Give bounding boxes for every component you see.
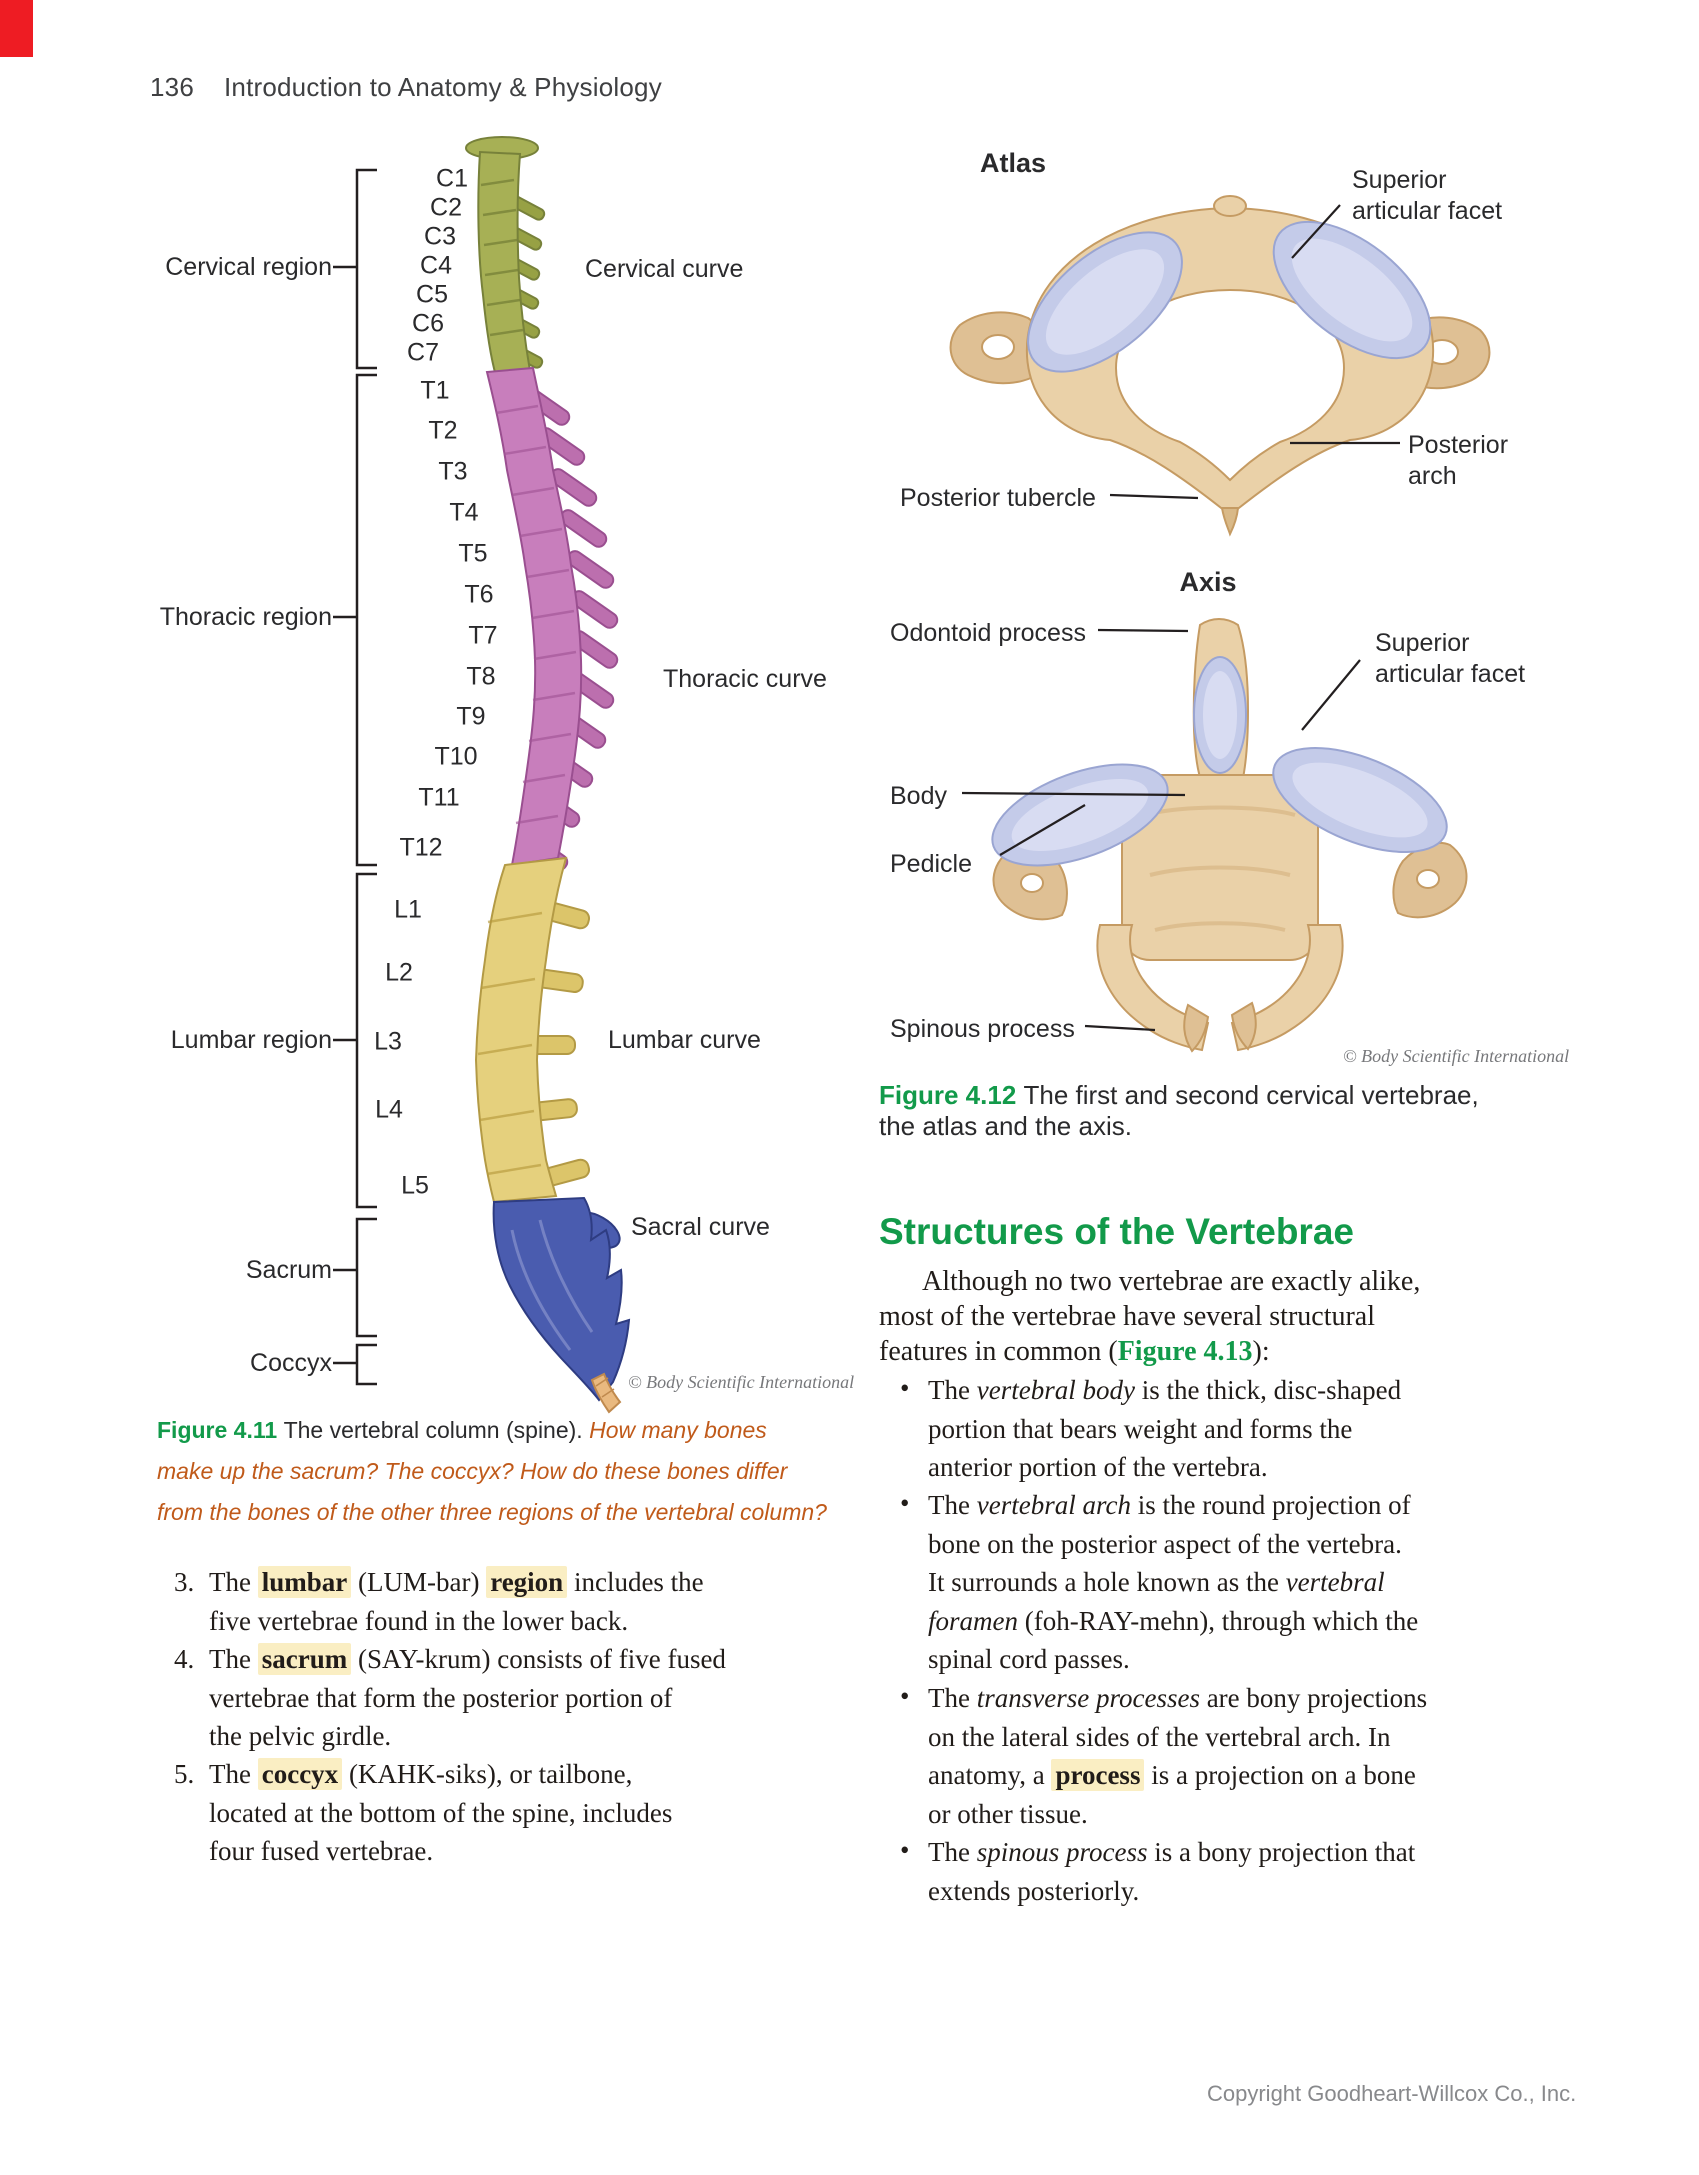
vertebra-label: T2 <box>428 416 458 445</box>
thoracic-spine <box>487 368 620 873</box>
list-item <box>174 1755 672 1871</box>
bullet-text: The transverse processes are bony projections on the lateral sides of the vertebral arch. In anatomy, a process is a projection on a bone or other tissue. <box>928 1683 1428 1829</box>
bullet-item <box>879 1833 1415 1910</box>
bullet-text: The spinous process is a bony projection that extends posteriorly. <box>928 1837 1416 1906</box>
bullet-item <box>879 1486 1418 1679</box>
axis-odontoid-process-label: Odontoid process <box>890 619 1086 647</box>
vertebra-label: T11 <box>418 783 460 812</box>
atlas-superior-articular-facet-label: Superior articular facet <box>1352 166 1503 225</box>
list-item-text: The coccyx (KAHK-siks), or tailbone, located at the bottom of the spine, includes four fused vertebrae. <box>209 1759 673 1866</box>
vertebra-label: C1 <box>436 164 468 193</box>
curve-label-thoracic: Thoracic curve <box>663 665 827 693</box>
page-number: 136 <box>150 72 194 102</box>
vertebra-label: L2 <box>385 958 413 987</box>
bullet-marker: • <box>900 1488 910 1518</box>
bullet-marker: • <box>900 1835 910 1865</box>
chapter-edge-tab <box>0 0 33 57</box>
axis-superior-articular-facet-label: Superior articular facet <box>1375 629 1526 688</box>
atlas-posterior-tubercle-label: Posterior tubercle <box>900 484 1096 512</box>
bullet-marker: • <box>900 1681 910 1711</box>
vertebra-label: C5 <box>416 280 448 309</box>
curve-label-sacral: Sacral curve <box>631 1213 770 1241</box>
image-credit: © Body Scientific International <box>628 1372 855 1392</box>
list-item-text: The lumbar (LUM-bar) region includes the five vertebrae found in the lower back. <box>209 1567 704 1636</box>
copyright-footer: Copyright Goodheart-Willcox Co., Inc. <box>1207 2081 1577 2106</box>
figure-4-11-caption: Figure 4.11 The vertebral column (spine). How many bones make up the sacrum? The coccyx? How do these bones differ from the bones of the other three regions of the vertebral column? <box>157 1417 827 1525</box>
region-label-cervical: Cervical region <box>165 253 332 281</box>
region-label-coccyx: Coccyx <box>250 1349 332 1377</box>
lumbar-spine <box>476 858 591 1202</box>
vertebra-label: L3 <box>374 1027 402 1056</box>
atlas-posterior-arch-label: Posterior arch <box>1408 431 1509 490</box>
list-item-number: 3. <box>174 1567 195 1597</box>
vertebra-label: C3 <box>424 222 456 251</box>
axis-spinous-process-label: Spinous process <box>890 1015 1075 1043</box>
vertebra-label: T1 <box>420 376 450 405</box>
bullet-text: The vertebral arch is the round projection of bone on the posterior aspect of the vertebra. It surrounds a hole known as the vertebral foramen (foh-RAY-mehn), through which the spinal cord passes. <box>928 1490 1419 1674</box>
list-item-number: 4. <box>174 1644 195 1674</box>
atlas-title: Atlas <box>979 148 1047 178</box>
bullet-item <box>879 1679 1427 1833</box>
axis-title: Axis <box>1179 567 1237 597</box>
list-item <box>174 1563 704 1640</box>
region-label-thoracic: Thoracic region <box>159 603 332 631</box>
vertebra-label: C4 <box>420 251 452 280</box>
list-item <box>174 1640 726 1756</box>
running-head: Introduction to Anatomy & Physiology <box>224 72 662 102</box>
cervical-spine <box>466 137 546 376</box>
curve-label-lumbar: Lumbar curve <box>608 1026 761 1054</box>
curve-label-cervical: Cervical curve <box>585 255 744 283</box>
vertebra-label: L4 <box>375 1095 403 1124</box>
bullet-text: The vertebral body is the thick, disc-shaped portion that bears weight and forms the anterior portion of the vertebra. <box>928 1375 1402 1482</box>
vertebra-label: T7 <box>468 621 498 650</box>
vertebra-label: T8 <box>466 662 496 691</box>
vertebra-label: C6 <box>412 309 444 338</box>
sacrum-illustration <box>494 1198 629 1400</box>
figure-4-12-caption: Figure 4.12 The first and second cervical vertebrae, the atlas and the axis. <box>879 1080 1479 1141</box>
vertebra-label: T12 <box>399 833 443 862</box>
vertebra-label: T4 <box>449 498 479 527</box>
vertebra-label: L5 <box>401 1171 429 1200</box>
vertebra-label: T3 <box>438 457 468 486</box>
axis-body-label: Body <box>890 782 947 810</box>
region-brackets <box>333 170 377 1384</box>
section-intro-paragraph: Although no two vertebrae are exactly alike, most of the vertebrae have several structural features in common (Figure 4.13): <box>879 1266 1421 1367</box>
region-label-sacrum: Sacrum <box>245 1256 332 1284</box>
list-item-text: The sacrum (SAY-krum) consists of five fused vertebrae that form the posterior portion of the pelvic girdle. <box>209 1644 726 1751</box>
list-item-number: 5. <box>174 1759 195 1789</box>
axis-pedicle-label: Pedicle <box>890 850 972 878</box>
bullet-marker: • <box>900 1373 910 1403</box>
vertebra-label: T9 <box>456 702 486 731</box>
section-heading: Structures of the Vertebrae <box>879 1211 1354 1252</box>
region-label-lumbar: Lumbar region <box>170 1026 332 1054</box>
bullet-item <box>879 1371 1401 1487</box>
vertebra-label: C7 <box>407 338 439 367</box>
label-pointer-lines <box>860 150 1560 1050</box>
vertebra-label: T6 <box>464 580 494 609</box>
vertebra-label: C2 <box>430 193 462 222</box>
vertebra-label: T10 <box>434 742 478 771</box>
vertebra-label: L1 <box>394 895 422 924</box>
vertebra-label: T5 <box>458 539 488 568</box>
image-credit: © Body Scientific International <box>1343 1046 1570 1066</box>
